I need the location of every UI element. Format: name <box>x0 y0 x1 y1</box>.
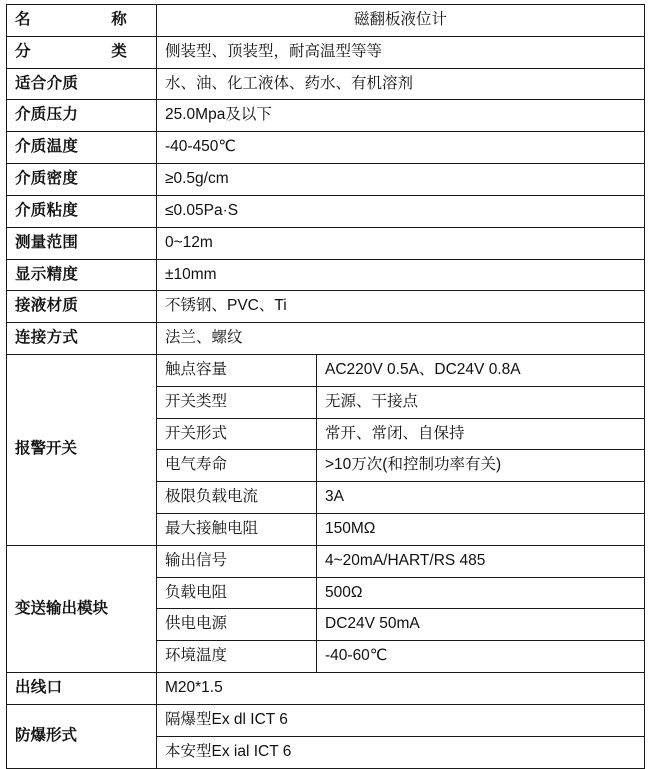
row-sub-label: 触点容量 <box>157 354 317 386</box>
row-value: -40-450℃ <box>157 132 645 164</box>
row-value: 25.0Mpa及以下 <box>157 100 645 132</box>
group-label-alarm-switch: 报警开关 <box>7 354 157 545</box>
row-value: 0~12m <box>157 227 645 259</box>
table-row <box>7 259 645 291</box>
table-row <box>7 673 645 705</box>
table-row <box>7 68 645 100</box>
table-row <box>7 195 645 227</box>
row-value: 侧装型、顶装型，耐高温型等等 <box>157 36 645 68</box>
row-value: M20*1.5 <box>157 673 645 705</box>
group-label-explosion-proof: 防爆形式 <box>7 704 157 768</box>
row-sub-label: 负载电阻 <box>157 577 317 609</box>
row-value: 磁翻板液位计 <box>157 5 645 37</box>
row-value: -40-60℃ <box>317 641 645 673</box>
row-value: 隔爆型Ex dl ICT 6 <box>157 704 645 736</box>
row-label: 介质温度 <box>7 132 157 164</box>
table-row <box>7 100 645 132</box>
row-sub-label: 输出信号 <box>157 545 317 577</box>
specification-table <box>6 4 645 769</box>
row-sub-label: 极限负载电流 <box>157 482 317 514</box>
row-value: 3A <box>317 482 645 514</box>
row-label: 介质粘度 <box>7 195 157 227</box>
row-label: 接液材质 <box>7 291 157 323</box>
row-sub-label: 供电电源 <box>157 609 317 641</box>
row-value: 本安型Ex ial ICT 6 <box>157 736 645 768</box>
table-row <box>7 227 645 259</box>
table-body <box>7 5 645 769</box>
row-label-text: 分 类 <box>15 42 127 60</box>
row-label: 介质密度 <box>7 164 157 196</box>
row-sub-label: 电气寿命 <box>157 450 317 482</box>
row-label: 适合介质 <box>7 68 157 100</box>
row-sub-label: 开关形式 <box>157 418 317 450</box>
row-label-text: 名 称 <box>15 11 127 28</box>
row-sub-label: 最大接触电阻 <box>157 514 317 546</box>
row-label: 介质压力 <box>7 100 157 132</box>
table-row <box>7 545 645 577</box>
row-value: DC24V 50mA <box>317 609 645 641</box>
row-sub-label: 开关类型 <box>157 386 317 418</box>
row-value: 常开、常闭、自保持 <box>317 418 645 450</box>
row-sub-label: 环境温度 <box>157 641 317 673</box>
table-row <box>7 164 645 196</box>
row-value: ≥0.5g/cm <box>157 164 645 196</box>
row-value: 水、油、化工液体、药水、有机溶剂 <box>157 68 645 100</box>
table-row <box>7 291 645 323</box>
row-label <box>7 36 157 68</box>
row-value: >10万次(和控制功率有关) <box>317 450 645 482</box>
table-row <box>7 354 645 386</box>
row-value: 150MΩ <box>317 514 645 546</box>
row-label: 测量范围 <box>7 227 157 259</box>
table-row <box>7 323 645 355</box>
row-label <box>7 5 157 37</box>
row-label: 连接方式 <box>7 323 157 355</box>
row-label: 显示精度 <box>7 259 157 291</box>
row-value: 无源、干接点 <box>317 386 645 418</box>
row-value: ±10mm <box>157 259 645 291</box>
table-row <box>7 5 645 37</box>
table-row <box>7 36 645 68</box>
row-value: 4~20mA/HART/RS 485 <box>317 545 645 577</box>
table-row <box>7 704 645 736</box>
row-value: AC220V 0.5A、DC24V 0.8A <box>317 354 645 386</box>
row-value: 不锈钢、PVC、Ti <box>157 291 645 323</box>
row-value: 500Ω <box>317 577 645 609</box>
row-label: 出线口 <box>7 673 157 705</box>
row-value: 法兰、螺纹 <box>157 323 645 355</box>
table-row <box>7 132 645 164</box>
group-label-transmitter-module: 变送输出模块 <box>7 545 157 672</box>
row-value: ≤0.05Pa·S <box>157 195 645 227</box>
